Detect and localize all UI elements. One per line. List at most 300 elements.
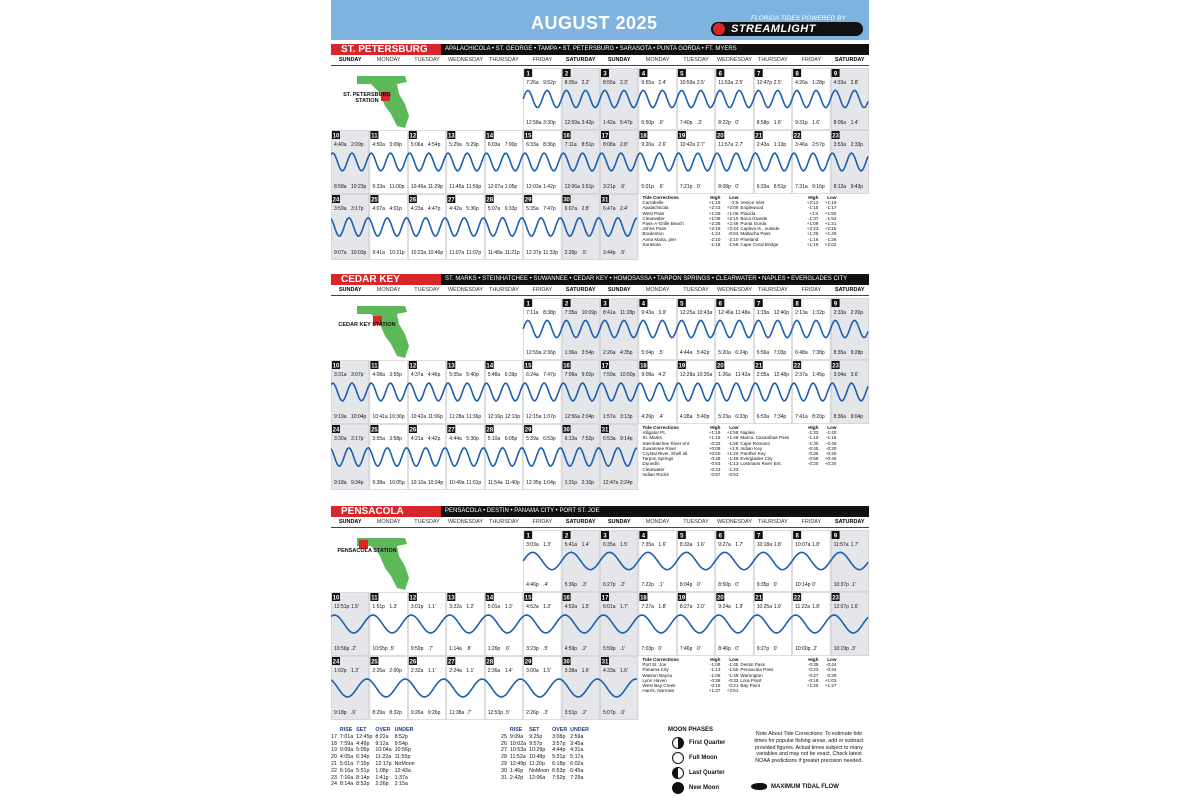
week-row <box>331 530 869 592</box>
date-number: 1 <box>526 301 530 308</box>
high-tide-time: 10:25a <box>756 604 773 610</box>
correction-cell: +2:51 <box>726 688 739 694</box>
moon-table-cell: 7:59a <box>339 740 354 747</box>
date-number: 19 <box>678 133 686 140</box>
moon-table-cell: 6:18p <box>552 760 566 767</box>
date-number: 17 <box>601 363 609 370</box>
correction-cell: Pineland <box>740 236 759 242</box>
high-tide-time: 1.6' <box>620 668 628 674</box>
day-name: SUNDAY <box>607 287 631 293</box>
tide-corrections-left <box>642 657 738 693</box>
low-tide-time: 12:06a <box>564 184 580 190</box>
day-name: MONDAY <box>376 287 401 293</box>
correction-cell: Cape Romano <box>740 440 771 446</box>
high-tide-time: 1.7' <box>735 542 744 548</box>
correction-cell: -0:23 <box>807 667 819 673</box>
date-number: 25 <box>371 427 378 434</box>
high-tide-time: 1.6' <box>696 542 705 548</box>
high-tide-time: 10:43a <box>696 310 713 316</box>
low-tide-time: 0' <box>735 184 740 190</box>
high-tide-time: 5:36p <box>466 206 479 212</box>
date-number: 12 <box>409 363 417 370</box>
low-tide-time: 12:07a <box>487 184 504 190</box>
correction-cell: Sarasota <box>642 241 661 247</box>
correction-cell: -0:44 <box>825 662 837 668</box>
low-tide-time: 8:20p <box>812 414 825 420</box>
high-tide-time: 9:27a <box>718 542 731 548</box>
moon-table-cell: 11:22a <box>375 754 392 761</box>
high-tide-time: 3:17p <box>351 206 364 212</box>
low-tide-time: 3:23p <box>526 646 539 652</box>
low-tide-time: 11:38a <box>449 710 465 716</box>
moon-table-cell: 26 <box>501 740 507 747</box>
high-tide-time: 9:24a <box>718 604 731 610</box>
low-tide-time: .2' <box>581 646 587 652</box>
moon-table-cell: 18 <box>331 740 337 747</box>
moon-table-cell: 5:05p <box>356 747 370 754</box>
moon-table-header <box>501 727 592 734</box>
correction-cell: Dunedin <box>642 461 660 467</box>
high-tide-time: 1:28p <box>812 80 825 86</box>
correction-cell: Matlacha Pass <box>740 231 771 237</box>
date-number: 5 <box>680 301 684 308</box>
correction-cell: Clearwater <box>642 466 665 472</box>
high-tide-time: 2:00p <box>389 668 402 674</box>
corrections-header-cell: High <box>710 657 721 662</box>
high-tide-time: 12:51p <box>334 604 350 610</box>
station-banner <box>331 506 869 517</box>
low-tide-time: .2' <box>812 646 818 652</box>
low-tide-time: 11:54a <box>487 480 503 486</box>
day-name: TUESDAY <box>414 57 440 63</box>
low-tide-time: 4:35p <box>620 350 633 356</box>
corrections-header-cell: High <box>808 195 819 200</box>
high-tide-time: 2:09p <box>351 142 364 148</box>
low-tide-time: 10:14p <box>795 582 811 588</box>
station-1 <box>331 274 869 502</box>
low-tide-time: 9:31p <box>795 120 808 126</box>
moon-table-cell: 10:29p <box>529 747 546 754</box>
low-tide-time: 8:04p <box>679 582 693 588</box>
low-tide-time: .1' <box>658 582 664 588</box>
date-number: 19 <box>678 595 686 602</box>
high-tide-time: 7:35a <box>641 542 654 548</box>
correction-cell: +0:45 <box>824 456 837 462</box>
date-number: 28 <box>486 659 494 666</box>
low-tide-time: 10:05p <box>389 480 405 486</box>
low-tide-time: 7:34p <box>773 414 787 420</box>
low-tide-time: 5:01p <box>641 184 654 190</box>
day-name: FRIDAY <box>801 287 822 293</box>
low-tide-time: 8:46p <box>718 646 731 652</box>
high-tide-time: 8:33a <box>679 542 693 548</box>
moon-table-header <box>331 727 418 734</box>
moon-table-cell: 2:42p <box>509 774 524 781</box>
high-tide-time: 5:48a <box>487 372 501 378</box>
high-tide-time: 10:59a <box>679 80 696 86</box>
low-tide-time: .2' <box>620 582 626 588</box>
date-number: 30 <box>563 427 570 434</box>
high-tide-time: 1.3' <box>543 542 552 548</box>
low-tide-time: 5:42p <box>696 350 710 356</box>
day-name: WEDNESDAY <box>447 519 483 525</box>
low-tide-time: 9:26a <box>410 710 424 716</box>
high-tide-time: 1.3' <box>543 604 552 610</box>
low-tide-time: .5' <box>620 250 626 256</box>
low-tide-time: 5:20a <box>718 350 731 356</box>
low-tide-time: 12:13p <box>504 414 521 420</box>
correction-cell: Alligator Pt. <box>642 430 666 436</box>
correction-cell: -0:20 <box>825 445 837 451</box>
correction-cell: -1:06 <box>709 662 721 668</box>
low-tide-time: .3' <box>850 646 856 652</box>
high-tide-time: 1:13p <box>773 142 787 148</box>
moon-table-cell: NoMoon <box>529 767 550 774</box>
correction-cell: -1:23 <box>727 466 739 472</box>
footer <box>331 727 869 800</box>
correction-cell: West Bay Creek <box>642 683 676 689</box>
high-tide-time: 1:45p <box>812 372 825 378</box>
low-tide-time: .5' <box>504 710 510 716</box>
tide-corrections-left <box>642 425 738 477</box>
date-number: 14 <box>486 363 494 370</box>
correction-cell: Lostmans River Ent. <box>740 461 782 467</box>
correction-cell: Boca Grande <box>740 215 768 221</box>
high-tide-time: 3:22a <box>449 604 462 610</box>
high-tide-time: 2.5' <box>773 80 782 86</box>
low-tide-time: 12:15a <box>526 414 542 420</box>
date-number: 9 <box>833 533 838 540</box>
low-tide-time: 10:49a <box>449 480 465 486</box>
low-tide-time: .5' <box>658 350 664 356</box>
low-tide-time: 11:07p <box>466 250 482 256</box>
corrections-header-cell: Tide Corrections <box>642 657 679 662</box>
day-name: MONDAY <box>645 57 670 63</box>
date-number: 22 <box>793 133 801 140</box>
low-tide-time: 12:53p <box>487 710 504 716</box>
date-number: 29 <box>524 427 532 434</box>
high-tide-time: 5:35a <box>526 206 539 212</box>
moon-table-row <box>501 747 592 754</box>
high-tide-time: 3:46a <box>795 142 808 148</box>
day-name: MONDAY <box>645 287 670 293</box>
high-tide-time: 3:58p <box>389 436 402 442</box>
day-name: FRIDAY <box>801 519 822 525</box>
date-number: 15 <box>524 133 532 140</box>
correction-cell: -1:13 <box>727 461 739 467</box>
moon-col-header: RISE <box>509 727 523 733</box>
high-tide-time: 5:29p <box>466 142 479 148</box>
low-tide-time: 6:53a <box>756 414 770 420</box>
station-areas: ST. MARKS • STEINHATCHEE • SUWANNEE • CEDAR KEY • HOMOSASSA • TARPON SPRINGS • CLEARWATER • NAPLES • EVERGLADES CITY <box>441 274 869 285</box>
high-tide-time: 2:05a <box>756 372 770 378</box>
correction-cell: -0:16 <box>709 683 721 689</box>
moon-table-cell: 6:45a <box>570 767 584 774</box>
correction-cell: West Pass <box>642 210 665 216</box>
day-header-row <box>331 518 869 528</box>
high-tide-time: 6:13a <box>564 436 578 442</box>
station-name: ST. PETERSBURG <box>331 44 441 55</box>
low-tide-time: 7:46p <box>679 646 693 652</box>
date-col-header <box>501 727 510 734</box>
date-number: 17 <box>601 133 609 140</box>
low-tide-time: .0' <box>658 120 664 126</box>
correction-cell: +2:43 <box>708 205 721 211</box>
low-tide-time: 12:03a <box>526 184 542 190</box>
correction-cell: -0:45 <box>807 445 819 451</box>
high-tide-time: 7:11a <box>564 142 577 148</box>
correction-cell: -1:58 <box>727 440 739 446</box>
low-tide-time: 12:59a <box>526 350 542 356</box>
date-number: 4 <box>641 71 646 78</box>
low-tide-time: 7:21p <box>679 184 693 190</box>
low-tide-time: .7' <box>427 646 433 652</box>
low-tide-time: 6:33p <box>735 414 748 420</box>
date-number: 21 <box>755 595 763 602</box>
high-tide-time: 8:27a <box>679 604 693 610</box>
moon-table-cell: 8:14a <box>339 781 354 788</box>
high-tide-time: 1:32p <box>812 310 825 316</box>
day-name: TUESDAY <box>683 519 709 525</box>
week-row <box>331 194 869 260</box>
last-quarter-icon <box>672 767 684 779</box>
correction-cell: Crystal River, Shell Isl. <box>642 451 689 457</box>
date-number: 29 <box>524 659 532 666</box>
date-number: 14 <box>486 595 494 602</box>
low-tide-time: 0' <box>735 120 740 126</box>
high-tide-time: 2.4' <box>620 206 628 212</box>
high-tide-time: 5:01a <box>487 604 501 610</box>
high-tide-time: 12:40p <box>773 310 790 316</box>
correction-cell: Cape Coral Bridge <box>740 241 779 247</box>
date-number: 10 <box>332 133 340 140</box>
moon-table-cell: 28 <box>501 754 507 761</box>
low-tide-time: 1:07p <box>543 414 556 420</box>
low-tide-time: 11:50p <box>466 184 482 190</box>
correction-cell: -1:37 <box>807 215 819 221</box>
date-number: 12 <box>409 133 417 140</box>
moon-table-cell: 9:25p <box>529 733 543 740</box>
moon-phase-item <box>672 782 719 794</box>
date-number: 15 <box>524 363 532 370</box>
low-tide-time: 2:26p <box>564 250 578 256</box>
day-name: SUNDAY <box>607 57 631 63</box>
correction-cell: -0:35 <box>807 662 819 668</box>
date-number: 9 <box>833 301 838 308</box>
high-tide-time: 2:37a <box>795 372 808 378</box>
high-tide-time: 4:40a <box>334 142 347 148</box>
correction-cell: -1:08 <box>709 672 721 678</box>
day-name: FRIDAY <box>532 287 553 293</box>
correction-cell: -1:52 <box>825 215 837 221</box>
moon-table-cell: 9:54p <box>394 740 408 747</box>
correction-cell: +1:37 <box>708 688 721 694</box>
low-tide-time: 12:56a <box>564 414 580 420</box>
tide-graph <box>331 298 869 360</box>
low-tide-time: .6' <box>620 184 626 190</box>
correction-cell: Warrington <box>740 672 763 678</box>
correction-cell: +1:15 <box>708 430 721 436</box>
high-tide-time: 1.9' <box>735 604 744 610</box>
low-tide-time: 9:27p <box>756 646 770 652</box>
moon-phase-label: Full Moon <box>689 755 718 761</box>
high-tide-time: 12:07p <box>833 604 849 610</box>
moon-table-cell: 7:52p <box>552 774 566 781</box>
low-tide-time: 11:21p <box>504 250 520 256</box>
high-tide-time: 2.8' <box>620 142 628 148</box>
low-tide-time: .3' <box>543 710 549 716</box>
moon-table-cell: 12:43a <box>394 767 411 774</box>
low-tide-time: 7:38p <box>812 350 825 356</box>
date-number: 2 <box>564 301 569 308</box>
date-number: 26 <box>409 659 417 666</box>
high-tide-time: 3:09p <box>389 142 402 148</box>
moon-table-cell: 5:51p <box>356 767 370 774</box>
tide-graph <box>331 592 869 656</box>
high-tide-time: 4:07a <box>372 206 385 212</box>
moon-table-cell: 11:20p <box>529 760 545 767</box>
high-tide-time: 3:07p <box>351 372 364 378</box>
date-number: 16 <box>563 133 570 140</box>
high-tide-time: 12:47p <box>756 80 773 86</box>
page-title: AUGUST 2025 <box>531 13 658 33</box>
low-tide-time: 12:47a <box>603 480 619 486</box>
moon-table-row <box>331 734 418 741</box>
high-tide-time: 5:30p <box>466 436 479 442</box>
low-tide-time: 6:50p <box>641 120 654 126</box>
day-name: THURSDAY <box>757 519 788 525</box>
moon-table-cell: 24 <box>331 781 337 788</box>
moon-table-cell: 8:52p <box>356 781 370 788</box>
low-tide-time: 8:29a <box>372 710 385 716</box>
high-tide-time: 5:40p <box>466 372 479 378</box>
high-tide-time: 7:47p <box>543 372 556 378</box>
high-tide-time: 1.3' <box>389 604 398 610</box>
date-number: 6 <box>718 71 722 78</box>
day-name: WEDNESDAY <box>716 519 752 525</box>
date-number: 20 <box>716 133 724 140</box>
high-tide-time: 1.7' <box>620 604 628 610</box>
moon-table-cell: 10:04a <box>375 747 392 754</box>
low-tide-time: 9:59p <box>410 646 424 652</box>
station-name: CEDAR KEY <box>331 274 441 285</box>
low-tide-time: 7:40p <box>679 120 693 126</box>
low-tide-time: 9:38a <box>372 480 385 486</box>
low-tide-time: 9:34p <box>351 480 364 486</box>
streamlight-icon <box>713 23 725 35</box>
high-tide-time: 2:26a <box>372 668 385 674</box>
day-name: FRIDAY <box>801 57 822 63</box>
moon-table-row <box>331 741 418 748</box>
day-header-row <box>331 56 869 66</box>
high-tide-time: 1:26a <box>718 372 731 378</box>
corrections-header-cell: Low <box>729 195 739 200</box>
date-number: 19 <box>678 363 686 370</box>
day-name: SATURDAY <box>565 287 596 293</box>
day-name: TUESDAY <box>414 519 440 525</box>
correction-cell: Indian Key <box>740 445 763 451</box>
low-tide-time: 9:41a <box>372 250 385 256</box>
low-tide-time: 9:19a <box>334 414 347 420</box>
moon-table-cell: 21 <box>331 760 337 767</box>
moon-table-cell: 6:02a <box>570 760 584 767</box>
moon-table-cell: 7:16a <box>339 774 354 781</box>
low-tide-time: 3:54p <box>581 350 595 356</box>
date-number: 11 <box>371 363 378 370</box>
high-tide-time: 4:26a <box>795 80 808 86</box>
moon-col-header: SET <box>529 727 540 733</box>
correction-cell: Tarpon Springs <box>642 456 674 462</box>
high-tide-time: 2.0' <box>696 604 705 610</box>
low-tide-time: 1.6' <box>812 120 821 126</box>
moon-table-row <box>501 754 592 761</box>
date-number: 13 <box>447 595 455 602</box>
moon-table-cell: 3:57p <box>552 740 566 747</box>
high-tide-time: 6:35a <box>603 542 616 548</box>
moon-table-cell: 12:06a <box>529 774 546 781</box>
high-tide-time: 5:29a <box>449 142 462 148</box>
high-tide-time: 4:33a <box>603 668 616 674</box>
full-moon-icon <box>672 752 684 764</box>
correction-cell: +1:49 <box>824 231 837 237</box>
date-number: 31 <box>601 197 609 204</box>
day-name: SUNDAY <box>338 287 362 293</box>
correction-cell: +2:09 <box>726 205 739 211</box>
low-tide-time: 8:08p <box>718 184 731 190</box>
tide-graph <box>331 130 869 194</box>
date-number: 21 <box>755 363 763 370</box>
date-number: 6 <box>718 533 722 540</box>
low-tide-time: 5:56a <box>756 350 770 356</box>
correction-cell: +1:27 <box>824 683 837 689</box>
low-tide-time: 10:56p <box>334 646 350 652</box>
correction-cell: +1:4 <box>809 210 819 216</box>
high-tide-time: 2:20p <box>850 310 864 316</box>
high-tide-time: 3.6' <box>850 372 859 378</box>
moon-phase-label: Last Quarter <box>689 770 725 776</box>
low-tide-time: 3:51p <box>564 710 578 716</box>
high-tide-time: 2.4' <box>658 80 667 86</box>
high-tide-time: 3:30a <box>334 436 347 442</box>
low-tide-time: .6' <box>351 710 357 716</box>
map-station-label: ST. PETERSBURG STATION <box>343 92 391 104</box>
moon-table-row <box>501 775 592 782</box>
day-name: MONDAY <box>376 519 401 525</box>
moon-table-cell: 6:53p <box>552 767 566 774</box>
high-tide-time: 9:20a <box>641 142 654 148</box>
high-tide-time: 5:07a <box>487 206 501 212</box>
low-tide-time: 9:16p <box>812 184 825 190</box>
high-tide-time: 10:30a <box>696 372 713 378</box>
high-tide-time: 4:33a <box>833 80 847 86</box>
high-tide-time: 4.2' <box>658 372 667 378</box>
correction-cell: Marco, Caxambas Pass <box>740 435 790 441</box>
moon-table-cell: 4:31a <box>570 747 584 754</box>
high-tide-time: 11:57a <box>718 142 734 148</box>
high-tide-time: 1.6' <box>581 668 590 674</box>
high-tide-time: 4:08a <box>372 372 385 378</box>
low-tide-time: 3:21p <box>603 184 616 190</box>
moon-table-cell: 5:17a <box>570 754 584 761</box>
low-tide-time: 10:21p <box>389 250 405 256</box>
high-tide-time: 1.9' <box>773 604 782 610</box>
date-number: 31 <box>601 659 609 666</box>
correction-cell: -1:15 <box>807 205 819 211</box>
high-tide-time: 4:44a <box>449 436 462 442</box>
date-number: 2 <box>564 533 569 540</box>
correction-cell: +1:8 <box>729 445 739 451</box>
correction-cell: -0:45 <box>825 440 837 446</box>
